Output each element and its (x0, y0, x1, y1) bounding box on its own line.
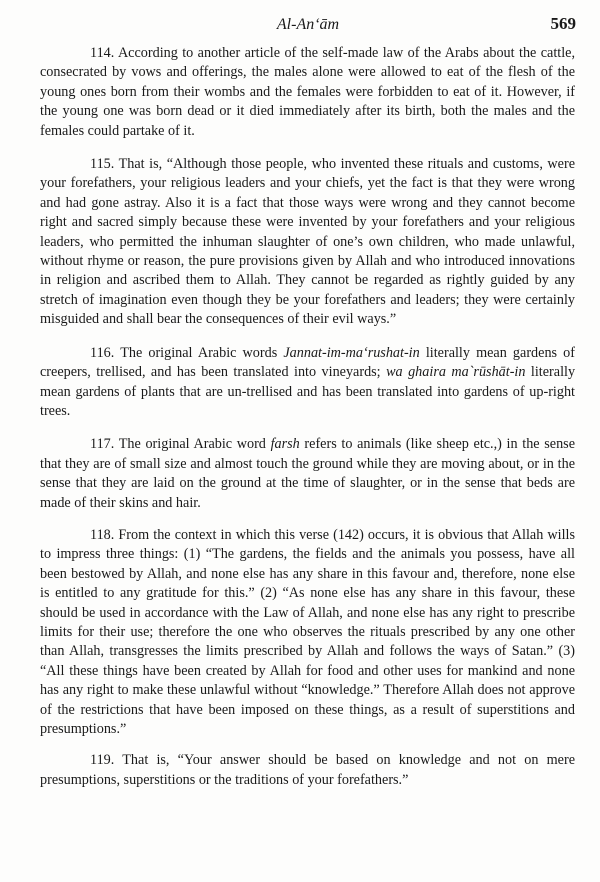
note-number: 119. (90, 752, 115, 769)
commentary-notes (40, 44, 575, 804)
note-text: refers to animals (like sheep etc.,) in the sense that they are of small size and almost touch the ground while they are moving about, or in the sense that they are laid on the ground at the time of slaughter, or in the sense that beds are made of their skins and hair. (40, 436, 575, 511)
arabic-term: wa ghaira ma`rūshāt-in (386, 364, 526, 381)
running-title: Al-An‘ām (276, 16, 340, 33)
note-text: literally mean gardens of plants that are un-trellised and has been translated into gardens of up-right trees. (40, 364, 576, 419)
arabic-term: farsh (270, 436, 300, 453)
page-number: 569 (550, 14, 576, 33)
note-114 (40, 44, 575, 141)
note-number: 114. (90, 45, 115, 61)
note-number: 116. (90, 344, 115, 361)
note-116 (40, 344, 575, 422)
note-118 (40, 526, 575, 739)
note-text: That is, “Although those people, who invented these rituals and customs, were your forefathers, your religious leaders and your chiefs, yet the fact is that they were wrong and had gone astray. Also it is a fact that those ways were wrong and they cannot become right and sacred simply because these were invented by your forefathers and your religious leaders, who permitted the inhuman slaughter of one’s own children, who made unlawful, without rhyme or reason, the pure provisions given by Allah and who introduced innovations in religion and ascribed them to Allah. They cannot be regarded as rightly guided by any stretch of imagination even though they be your forefathers and leaders; they were certainly misguided and shall bear the consequences of their evil ways.” (40, 156, 575, 328)
note-text: According to another article of the self-made law of the Arabs about the cattle, consecrated by vows and offerings, the males alone were allowed to eat of the flesh of the young ones born from their wombs and the females were forbidden to eat of it. However, if the young one was born dead or it died immediately after its birth, both the males and the females could partake of it. (40, 45, 575, 139)
note-119 (40, 751, 575, 790)
note-text: The original Arabic word (118, 436, 266, 453)
note-number: 117. (90, 436, 115, 453)
note-text: literally mean gardens of creepers, trellised, and has been translated into vineyards; (40, 344, 575, 381)
note-text: That is, “Your answer should be based on knowledge and not on mere presumptions, superstitions or the traditions of your forefathers.” (40, 752, 575, 788)
note-text: From the context in which this verse (142) occurs, it is obvious that Allah wills to impress three things: (1) “The gardens, the fields and the animals you possess, have all been bestowed by Allah, and none else has any share in this favour and, therefore, none else is entitled to any gratitude for this.” (2) “As none else has any share in this favour, these should be used in accordance with the Law of Allah, and none else has any right to prescribe limits for their use; therefore the one who observes the rituals prescribed by any one other than Allah, transgresses the limits prescribed by Allah and follows the ways of Satan.” (3) “All these things have been created by Allah for food and other uses for mankind and none has any right to make these unlawful without “knowledge.” Therefore Allah does not approve of the restrictions that have been imposed on these things, as a result of superstitions and presumptions.” (40, 526, 575, 737)
note-text: The original Arabic words (120, 344, 278, 361)
note-115 (40, 155, 575, 330)
arabic-term: Jannat-im-ma‘rushat-in (283, 344, 420, 361)
note-number: 118. (90, 526, 115, 543)
note-number: 115. (90, 156, 115, 173)
note-117 (40, 435, 575, 513)
page-header (40, 10, 576, 40)
